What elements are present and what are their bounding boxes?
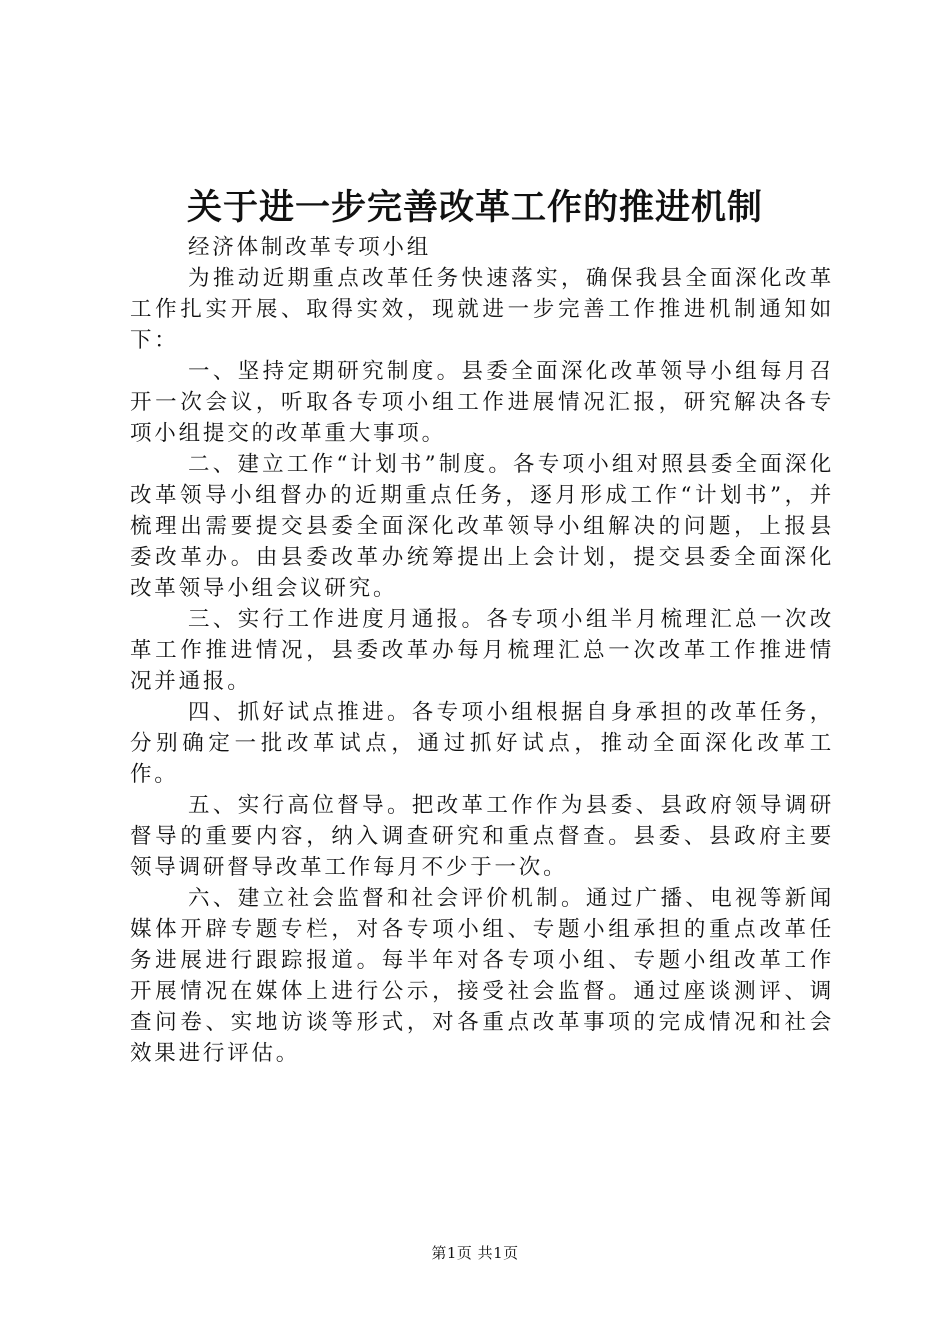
paragraph-item-5: 五、实行高位督导。把改革工作作为县委、县政府领导调研督导的重要内容，纳入调查研究和重点督查。县委、县政府主要领导调研督导改革工作每月不少于一次。 xyxy=(130,793,834,880)
paragraph-item-3: 三、实行工作进度月通报。各专项小组半月梳理汇总一次改革工作推进情况，县委改革办每月梳理汇总一次改革工作推进情况并通报。 xyxy=(130,607,834,694)
paragraph-item-1: 一、坚持定期研究制度。县委全面深化改革领导小组每月召开一次会议，听取各专项小组工作进展情况汇报，研究解决各专项小组提交的改革重大事项。 xyxy=(130,359,834,446)
page-number-footer: 第1页 共1页 xyxy=(431,1244,519,1262)
document-title: 关于进一步完善改革工作的推进机制 xyxy=(186,188,763,228)
issuer-line: 经济体制改革专项小组 xyxy=(188,235,432,260)
paragraph-item-4: 四、抓好试点推进。各专项小组根据自身承担的改革任务，分别确定一批改革试点，通过抓好试点，推动全面深化改革工作。 xyxy=(130,700,834,787)
intro-paragraph: 为推动近期重点改革任务快速落实，确保我县全面深化改革工作扎实开展、取得实效，现就进一步完善工作推进机制通知如下： xyxy=(130,266,834,353)
paragraph-item-6: 六、建立社会监督和社会评价机制。通过广播、电视等新闻媒体开辟专题专栏，对各专项小组、专题小组承担的重点改革任务进展进行跟踪报道。每半年对各专项小组、专题小组改革工作开展情况在媒体上进行公示，接受社会监督。通过座谈测评、调查问卷、实地访谈等形式，对各重点改革事项的完成情况和社会效果进行评估。 xyxy=(130,886,834,1066)
paragraph-item-2: 二、建立工作“计划书”制度。各专项小组对照县委全面深化改革领导小组督办的近期重点任务，逐月形成工作“计划书”，并梳理出需要提交县委全面深化改革领导小组解决的问题，上报县委改革办。由县委改革办统筹提出上会计划，提交县委全面深化改革领导小组会议研究。 xyxy=(130,452,834,601)
document-body xyxy=(130,232,834,1069)
